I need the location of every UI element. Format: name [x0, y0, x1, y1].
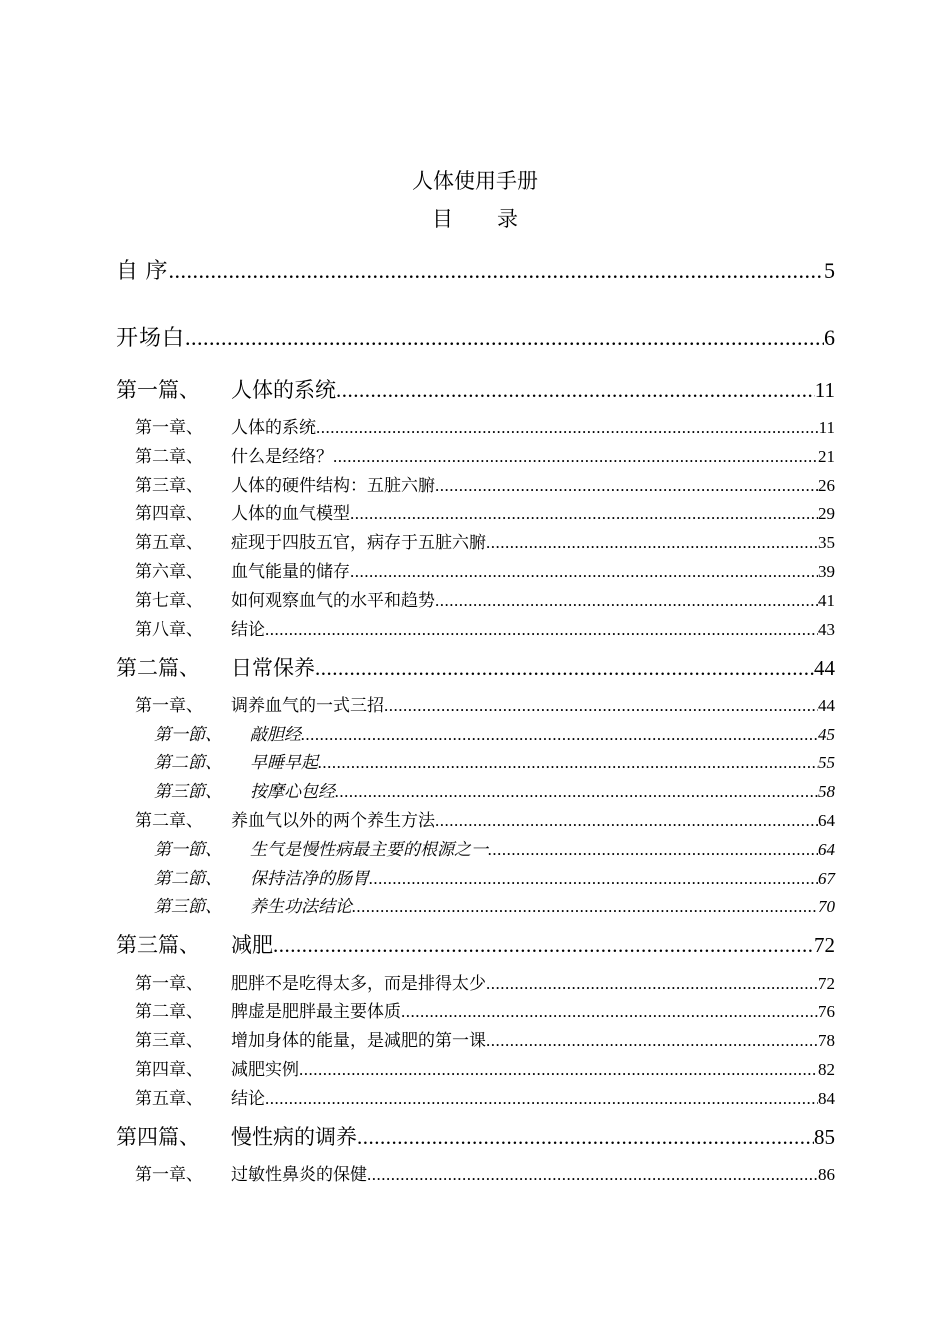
toc-chapter-title: 养血气以外的两个养生方法	[231, 811, 435, 830]
toc-leader-dots	[486, 1030, 818, 1052]
toc-chapter[interactable]	[135, 695, 835, 717]
toc-chapter-number: 第一章、	[135, 696, 203, 715]
toc-section-number: 第一節、	[154, 840, 222, 859]
toc-chapter-title: 如何观察血气的水平和趋势	[231, 591, 435, 610]
toc-part-4[interactable]	[116, 1124, 835, 1150]
toc-leader-dots	[435, 590, 818, 612]
toc-chapter[interactable]	[135, 1030, 835, 1052]
toc-chapter[interactable]	[135, 1059, 835, 1081]
toc-chapter-title: 人体的硬件结构：五脏六腑	[231, 476, 435, 495]
toc-chapter-number: 第二章、	[135, 811, 203, 830]
toc-leader-dots	[185, 324, 824, 352]
toc-page-number: 5	[824, 258, 835, 283]
toc-chapter-number: 第五章、	[135, 1089, 203, 1108]
toc-section[interactable]	[154, 781, 835, 803]
toc-page-number: 64	[818, 811, 835, 830]
toc-chapter-number: 第二章、	[135, 447, 203, 466]
toc-chapter-title: 减肥实例	[231, 1060, 299, 1079]
toc-leader-dots	[384, 695, 818, 717]
toc-part-2[interactable]	[116, 655, 835, 681]
toc-page-number: 11	[818, 418, 835, 437]
toc-entry-preface[interactable]	[116, 257, 835, 285]
toc-chapter-number: 第四章、	[135, 504, 203, 523]
toc-chapter-title: 血气能量的储存	[231, 562, 350, 581]
toc-leader-dots	[169, 257, 824, 285]
toc-chapter-title: 脾虚是肥胖最主要体质	[231, 1002, 401, 1021]
toc-chapter[interactable]	[135, 1001, 835, 1023]
toc-part-number: 第三篇、	[116, 933, 200, 957]
toc-chapter[interactable]	[135, 446, 835, 468]
toc-section-number: 第二節、	[154, 753, 222, 772]
toc-chapter-title: 人体的血气模型	[231, 504, 350, 523]
toc-page-number: 6	[824, 325, 835, 350]
toc-part-1[interactable]	[116, 377, 835, 403]
toc-page-number: 21	[818, 447, 835, 466]
toc-chapter-title: 结论	[231, 620, 265, 639]
toc-chapter-number: 第一章、	[135, 974, 203, 993]
toc-leader-dots	[265, 1088, 818, 1110]
toc-heading-right: 录	[497, 207, 518, 231]
toc-page-number: 76	[818, 1002, 835, 1021]
toc-chapter-title: 结论	[231, 1089, 265, 1108]
toc-section-title: 早睡早起	[250, 753, 318, 772]
toc-chapter[interactable]	[135, 1164, 835, 1186]
toc-leader-dots	[265, 619, 818, 641]
toc-chapter-number: 第五章、	[135, 533, 203, 552]
toc-page-number: 84	[818, 1089, 835, 1108]
toc-chapter-title: 过敏性鼻炎的保健	[231, 1165, 367, 1184]
toc-part-title: 减肥	[231, 933, 273, 957]
toc-leader-dots	[301, 724, 818, 746]
toc-page-number: 55	[818, 753, 835, 772]
toc-section[interactable]	[154, 868, 835, 890]
toc-chapter[interactable]	[135, 503, 835, 525]
toc-section-number: 第三節、	[154, 897, 222, 916]
toc-chapter[interactable]	[135, 475, 835, 497]
toc-chapter-number: 第三章、	[135, 476, 203, 495]
toc-chapter[interactable]	[135, 619, 835, 641]
toc-part-3[interactable]	[116, 932, 835, 958]
toc-leader-dots	[335, 781, 818, 803]
toc-page-number: 64	[818, 840, 835, 859]
toc-leader-dots	[486, 532, 818, 554]
toc-page-number: 43	[818, 620, 835, 639]
toc-page-number: 70	[818, 897, 835, 916]
toc-page-number: 67	[818, 869, 835, 888]
toc-chapter-title: 人体的系统	[231, 418, 316, 437]
toc-chapter[interactable]	[135, 973, 835, 995]
document-title: 人体使用手册	[412, 169, 538, 193]
toc-page-number: 86	[818, 1165, 835, 1184]
toc-chapter-number: 第七章、	[135, 591, 203, 610]
toc-page-number: 44	[818, 696, 835, 715]
toc-chapter-number: 第一章、	[135, 1165, 203, 1184]
toc-leader-dots	[350, 503, 818, 525]
toc-leader-dots	[350, 561, 818, 583]
toc-section[interactable]	[154, 839, 835, 861]
toc-leader-dots	[435, 810, 818, 832]
toc-section-title: 敲胆经	[250, 725, 301, 744]
toc-section[interactable]	[154, 896, 835, 918]
toc-chapter-title: 增加身体的能量，是减肥的第一课	[231, 1031, 486, 1050]
toc-chapter-number: 第一章、	[135, 418, 203, 437]
toc-leader-dots	[352, 896, 818, 918]
toc-chapter[interactable]	[135, 532, 835, 554]
toc-chapter[interactable]	[135, 810, 835, 832]
toc-page-number: 82	[818, 1060, 835, 1079]
toc-leader-dots	[369, 868, 818, 890]
toc-section-title: 生气是慢性病最主要的根源之一	[250, 840, 488, 859]
toc-part-title: 日常保养	[231, 656, 315, 680]
toc-chapter-title: 症现于四肢五官，病存于五脏六腑	[231, 533, 486, 552]
toc-chapter-number: 第二章、	[135, 1002, 203, 1021]
toc-chapter-number: 第八章、	[135, 620, 203, 639]
toc-section-number: 第一節、	[154, 725, 222, 744]
toc-leader-dots	[333, 446, 818, 468]
toc-part-title: 人体的系统	[231, 378, 336, 402]
toc-leader-dots	[299, 1059, 818, 1081]
toc-section[interactable]	[154, 752, 835, 774]
toc-section-number: 第三節、	[154, 782, 222, 801]
toc-chapter-number: 第三章、	[135, 1031, 203, 1050]
toc-chapter[interactable]	[135, 1088, 835, 1110]
toc-page-number: 78	[818, 1031, 835, 1050]
toc-page-number: 58	[818, 782, 835, 801]
toc-leader-dots	[315, 655, 814, 681]
toc-entry-opening[interactable]	[116, 324, 835, 352]
toc-part-number: 第二篇、	[116, 656, 200, 680]
toc-leader-dots	[318, 752, 818, 774]
toc-entry-title: 开场白	[116, 325, 186, 350]
toc-leader-dots	[488, 839, 818, 861]
toc-section-title: 养生功法结论	[250, 897, 352, 916]
toc-section-number: 第二節、	[154, 869, 222, 888]
toc-leader-dots	[273, 932, 814, 958]
toc-leader-dots	[316, 417, 819, 439]
toc-part-number: 第一篇、	[116, 378, 200, 402]
toc-chapter[interactable]	[135, 590, 835, 612]
toc-chapter-title: 肥胖不是吃得太多，而是排得太少	[231, 974, 486, 993]
toc-chapter-number: 第四章、	[135, 1060, 203, 1079]
toc-page-number: 11	[814, 378, 835, 402]
toc-page-number: 29	[818, 504, 835, 523]
toc-part-title: 慢性病的调养	[231, 1125, 357, 1149]
toc-section[interactable]	[154, 724, 835, 746]
toc-leader-dots	[367, 1164, 818, 1186]
toc-leader-dots	[336, 377, 815, 403]
toc-chapter-title: 什么是经络？	[231, 447, 333, 466]
toc-page-number: 44	[814, 656, 835, 680]
toc-page-number: 72	[818, 974, 835, 993]
toc-page-number: 39	[818, 562, 835, 581]
toc-page-number: 26	[818, 476, 835, 495]
toc-heading	[0, 206, 950, 232]
toc-heading-left: 目	[432, 207, 453, 231]
toc-chapter-title: 调养血气的一式三招	[231, 696, 384, 715]
toc-entry-title: 自 序	[116, 258, 169, 283]
toc-leader-dots	[486, 973, 818, 995]
toc-section-title: 保持洁净的肠胃	[250, 869, 369, 888]
toc-leader-dots	[435, 475, 818, 497]
toc-page-number: 45	[818, 725, 835, 744]
toc-page-number: 41	[818, 591, 835, 610]
toc-chapter[interactable]	[135, 561, 835, 583]
toc-page-number: 35	[818, 533, 835, 552]
toc-chapter-number: 第六章、	[135, 562, 203, 581]
toc-leader-dots	[357, 1124, 814, 1150]
toc-page-number: 72	[814, 933, 835, 957]
toc-section-title: 按摩心包经	[250, 782, 335, 801]
toc-page-number: 85	[814, 1125, 835, 1149]
toc-chapter[interactable]	[135, 417, 835, 439]
toc-part-number: 第四篇、	[116, 1125, 200, 1149]
toc-leader-dots	[401, 1001, 818, 1023]
